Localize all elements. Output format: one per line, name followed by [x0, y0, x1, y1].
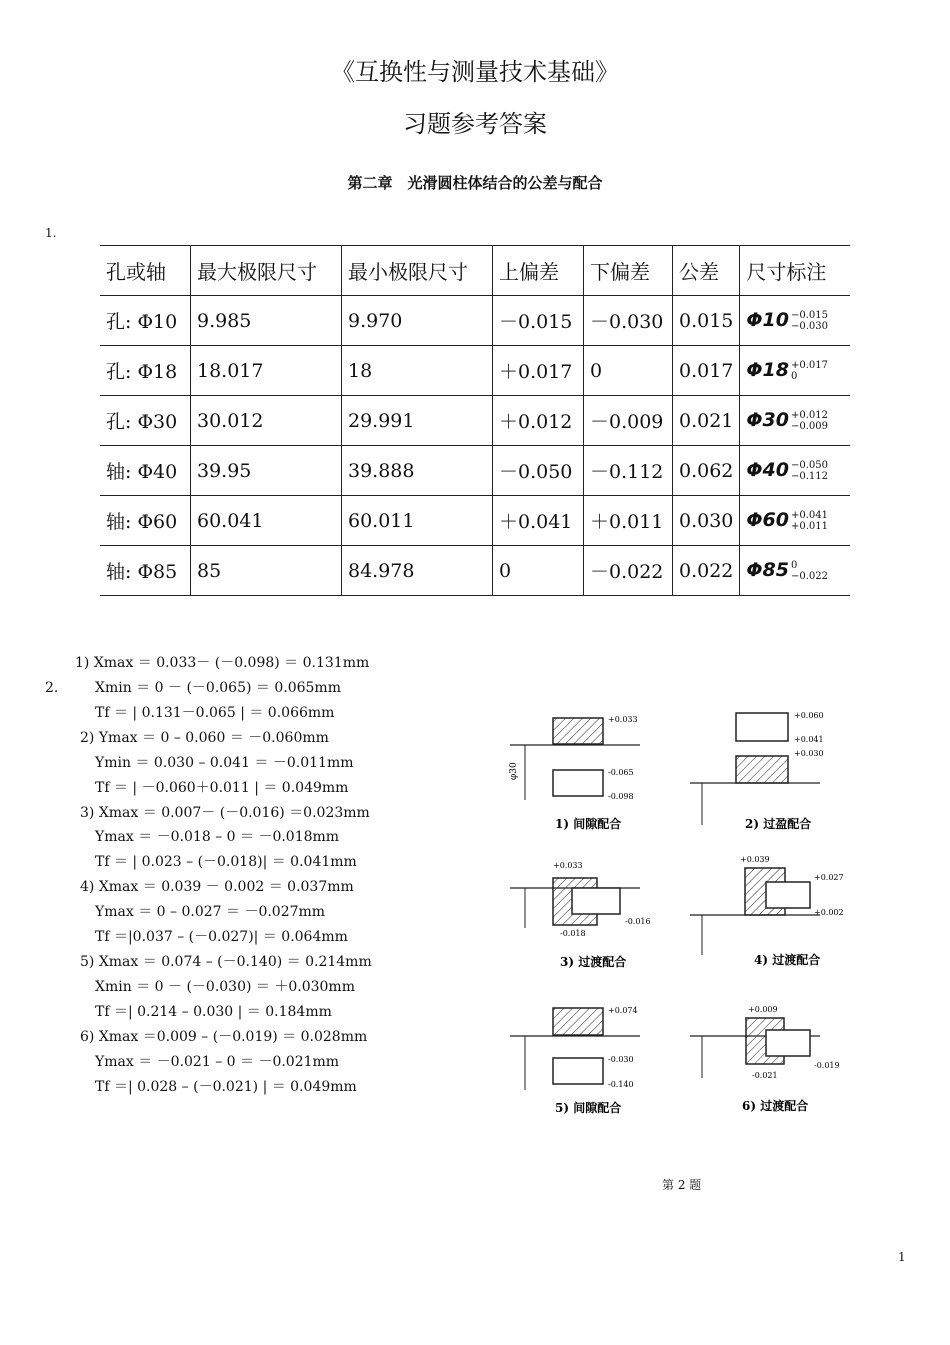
col-header: 尺寸标注: [740, 246, 850, 296]
upper-deviation-label: +0.017: [791, 360, 829, 371]
svg-text:-0.065: -0.065: [608, 768, 634, 777]
lower-deviation-cell: －0.030: [584, 296, 673, 346]
svg-text:φ30: φ30: [509, 762, 519, 780]
upper-deviation-cell: ＋0.041: [493, 496, 584, 546]
max-size-cell: 9.985: [191, 296, 342, 346]
dimension-base: Φ40: [746, 459, 789, 481]
part-cell: 孔: Φ30: [100, 396, 191, 446]
lower-deviation-cell: －0.112: [584, 446, 673, 496]
calc-line: 3) Xmax ＝ 0.007－ (－0.016) ＝0.023mm: [80, 804, 370, 821]
dimension-cell: [740, 346, 850, 396]
svg-text:-0.019: -0.019: [814, 1061, 840, 1070]
fit-label-3: 3) 过渡配合: [560, 955, 627, 969]
fit-label-6: 6) 过渡配合: [742, 1099, 809, 1113]
col-header: 上偏差: [493, 246, 584, 296]
upper-deviation-label: +0.012: [791, 410, 829, 421]
min-size-cell: 29.991: [342, 396, 493, 446]
calc-line: Tf ＝ | 0.023 – (－0.018)| ＝ 0.041mm: [95, 854, 357, 871]
tolerance-cell: 0.021: [673, 396, 740, 446]
col-header: 公差: [673, 246, 740, 296]
lower-deviation-label: −0.009: [791, 421, 829, 432]
table-row: [100, 446, 850, 496]
calc-line: Ymin ＝ 0.030 – 0.041 ＝ －0.011mm: [95, 754, 354, 771]
tolerance-cell: 0.062: [673, 446, 740, 496]
svg-text:+0.041: +0.041: [794, 735, 824, 744]
table-row: [100, 346, 850, 396]
calc-line: Tf ＝| 0.214 – 0.030 | ＝ 0.184mm: [95, 1003, 332, 1020]
question-1-number: 1.: [45, 226, 57, 240]
calc-line: 5) Xmax ＝ 0.074 – (－0.140) ＝ 0.214mm: [80, 953, 372, 970]
svg-text:-0.030: -0.030: [608, 1055, 634, 1064]
part-cell: 轴: Φ40: [100, 446, 191, 496]
max-size-cell: 85: [191, 546, 342, 596]
min-size-cell: 39.888: [342, 446, 493, 496]
max-size-cell: 18.017: [191, 346, 342, 396]
dimension-cell: [740, 296, 850, 346]
fit-label-1: 1) 间隙配合: [555, 817, 622, 831]
fit-label-2: 2) 过盈配合: [745, 817, 812, 831]
svg-text:+0.074: +0.074: [608, 1006, 638, 1015]
min-size-cell: 9.970: [342, 296, 493, 346]
calc-line: Tf ＝ | 0.131－0.065 | ＝ 0.066mm: [95, 704, 335, 721]
lower-deviation-cell: ＋0.011: [584, 496, 673, 546]
calc-line: 2) Ymax ＝ 0 – 0.060 ＝ －0.060mm: [80, 729, 329, 746]
upper-deviation-cell: 0: [493, 546, 584, 596]
fit-label-4: 4) 过渡配合: [754, 953, 821, 967]
svg-text:+0.009: +0.009: [748, 1005, 778, 1014]
dimension-base: Φ10: [746, 309, 789, 331]
dimension-deviations: [791, 460, 828, 482]
svg-text:+0.030: +0.030: [794, 749, 824, 758]
dimension-cell: [740, 396, 850, 446]
lower-deviation-label: 0: [791, 371, 798, 382]
upper-deviation-label: −0.050: [791, 460, 829, 471]
svg-text:+0.039: +0.039: [740, 855, 770, 864]
min-size-cell: 18: [342, 346, 493, 396]
dimension-deviations: [791, 360, 828, 382]
svg-text:+0.033: +0.033: [553, 861, 583, 870]
dimension-deviations: [791, 560, 828, 582]
dimension-base: Φ30: [746, 409, 789, 431]
part-cell: 孔: Φ10: [100, 296, 191, 346]
dimension-cell: [740, 546, 850, 596]
upper-deviation-cell: ＋0.012: [493, 396, 584, 446]
dimension-deviations: [791, 510, 828, 532]
col-header: 孔或轴: [100, 246, 191, 296]
svg-text:-0.098: -0.098: [608, 792, 634, 801]
svg-text:+0.060: +0.060: [794, 711, 824, 720]
lower-deviation-label: −0.022: [791, 571, 829, 582]
max-size-cell: 60.041: [191, 496, 342, 546]
document-title: 《互换性与测量技术基础》: [331, 58, 619, 86]
lower-deviation-cell: －0.009: [584, 396, 673, 446]
svg-text:-0.021: -0.021: [752, 1071, 778, 1080]
col-header: 最大极限尺寸: [191, 246, 342, 296]
svg-text:-0.016: -0.016: [625, 917, 651, 926]
col-header: 最小极限尺寸: [342, 246, 493, 296]
calc-line: Tf ＝ | －0.060＋0.011 | ＝ 0.049mm: [95, 779, 349, 796]
tolerance-table: [100, 245, 850, 596]
tolerance-cell: 0.030: [673, 496, 740, 546]
document-subtitle: 习题参考答案: [403, 110, 547, 138]
fit-diagram-1: [509, 715, 640, 831]
max-size-cell: 30.012: [191, 396, 342, 446]
dimension-cell: [740, 446, 850, 496]
lower-deviation-label: −0.112: [791, 471, 829, 482]
fit-diagram-3: [510, 861, 651, 969]
calc-line: 1) Xmax ＝ 0.033－ (－0.098) ＝ 0.131mm: [75, 655, 370, 672]
calc-line: Ymax ＝ －0.018 – 0 ＝ －0.018mm: [95, 829, 340, 846]
svg-text:-0.140: -0.140: [608, 1080, 634, 1089]
part-cell: 轴: Φ85: [100, 546, 191, 596]
page-number: 1: [898, 1250, 906, 1264]
upper-deviation-cell: －0.050: [493, 446, 584, 496]
calc-line: Xmin ＝ 0 － (－0.030) ＝ ＋0.030mm: [95, 978, 355, 995]
calc-line: Xmin ＝ 0 － (－0.065) ＝ 0.065mm: [95, 680, 341, 697]
col-header: 下偏差: [584, 246, 673, 296]
fit-label-5: 5) 间隙配合: [555, 1101, 622, 1115]
dimension-deviations: [791, 410, 828, 432]
svg-text:-0.018: -0.018: [560, 929, 586, 938]
table-header-row: [100, 246, 850, 296]
tolerance-cell: 0.015: [673, 296, 740, 346]
lower-deviation-label: −0.030: [791, 321, 829, 332]
lower-deviation-cell: 0: [584, 346, 673, 396]
calc-line: Ymax ＝ －0.021 – 0 ＝ －0.021mm: [95, 1053, 340, 1070]
svg-text:+0.027: +0.027: [814, 873, 844, 882]
dimension-deviations: [791, 310, 828, 332]
table-row: [100, 296, 850, 346]
calc-line: 4) Xmax ＝ 0.039 － 0.002 ＝ 0.037mm: [80, 879, 354, 896]
table-row: [100, 396, 850, 446]
upper-deviation-label: 0: [791, 560, 798, 571]
max-size-cell: 39.95: [191, 446, 342, 496]
dimension-base: Φ18: [746, 359, 789, 381]
fit-diagram-2: [690, 711, 824, 831]
question-2-calculations: [45, 655, 372, 1099]
fit-diagram-4: [690, 855, 844, 967]
lower-deviation-label: +0.011: [791, 521, 829, 532]
table-row: [100, 496, 850, 546]
min-size-cell: 84.978: [342, 546, 493, 596]
upper-deviation-label: −0.015: [791, 310, 829, 321]
dimension-cell: [740, 496, 850, 546]
calc-line: Tf ＝| 0.028 – (－0.021) | ＝ 0.049mm: [95, 1078, 357, 1095]
calc-line: Tf ＝|0.037 – (－0.027)| ＝ 0.064mm: [95, 929, 348, 946]
upper-deviation-label: +0.041: [791, 510, 829, 521]
tolerance-cell: 0.022: [673, 546, 740, 596]
part-cell: 轴: Φ60: [100, 496, 191, 546]
min-size-cell: 60.011: [342, 496, 493, 546]
tolerance-cell: 0.017: [673, 346, 740, 396]
part-cell: 孔: Φ18: [100, 346, 191, 396]
lower-deviation-cell: －0.022: [584, 546, 673, 596]
figure-caption: 第 2 题: [662, 1178, 702, 1192]
fit-diagram-6: [690, 1005, 840, 1113]
question-2-number: 2.: [45, 680, 59, 696]
svg-text:+0.033: +0.033: [608, 715, 638, 724]
fit-diagram-5: [510, 1006, 640, 1115]
upper-deviation-cell: ＋0.017: [493, 346, 584, 396]
table-row: [100, 546, 850, 596]
dimension-base: Φ85: [746, 559, 789, 581]
calc-line: 6) Xmax ＝0.009 – (－0.019) ＝ 0.028mm: [80, 1028, 368, 1045]
calc-line: Ymax ＝ 0 – 0.027 ＝ －0.027mm: [95, 904, 326, 921]
fit-diagrams: [490, 700, 860, 1120]
svg-text:+0.002: +0.002: [814, 908, 844, 917]
dimension-base: Φ60: [746, 509, 789, 531]
upper-deviation-cell: －0.015: [493, 296, 584, 346]
chapter-heading: 第二章 光滑圆柱体结合的公差与配合: [347, 174, 603, 192]
